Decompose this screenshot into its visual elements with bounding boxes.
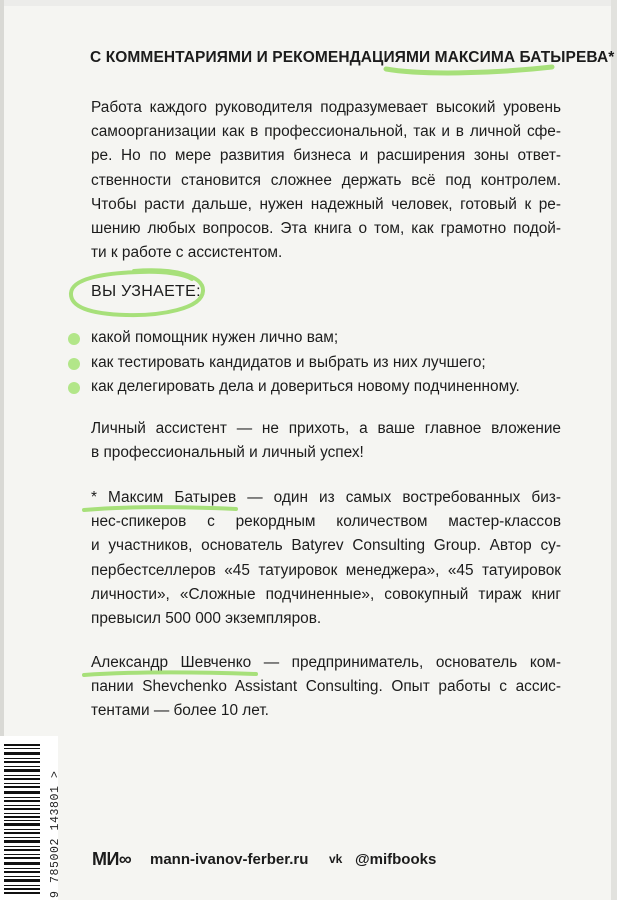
isbn-text: 9 785002 143801 > bbox=[49, 770, 62, 898]
publisher-website[interactable]: mann-ivanov-ferber.ru bbox=[150, 851, 309, 868]
intro-line: ственности становится сложнее держать всё под контролем. bbox=[91, 171, 561, 189]
shevchenko-bio bbox=[91, 651, 561, 724]
intro-line: Работа каждого руководителя подразумевает высокий уровень bbox=[91, 99, 561, 116]
intro-line: шению любых вопросов. Эта книга о том, как грамотно подой- bbox=[91, 220, 561, 238]
cover-heading bbox=[90, 49, 614, 67]
intro-line: ти к работе с ассистентом. bbox=[91, 244, 283, 262]
list-item-text: как тестировать кандидатов и выбрать из них лучшего; bbox=[91, 353, 486, 371]
publisher-logo: МИ∞ bbox=[92, 849, 132, 869]
list-item bbox=[64, 375, 584, 400]
social-handle[interactable]: @mifbooks bbox=[355, 851, 437, 868]
batyrev-bio bbox=[91, 486, 561, 631]
bio-line: * Максим Батырев — один из самых востребованных биз- bbox=[91, 489, 561, 506]
barcode-bars-icon bbox=[0, 736, 46, 900]
intro-line: самоорганизации как в профессиональной, так и в личной сфе- bbox=[91, 123, 561, 141]
intro-paragraph bbox=[91, 96, 561, 265]
you-learn-block bbox=[64, 265, 214, 321]
list-item-text: как делегировать дела и довериться новому подчиненному. bbox=[91, 378, 520, 395]
bio-line: превысил 500 000 экземпляров. bbox=[91, 610, 322, 628]
personal-paragraph bbox=[91, 417, 561, 465]
page-top-edge bbox=[0, 0, 617, 6]
list-item-text: какой помощник нужен лично вам; bbox=[91, 329, 339, 346]
heading-part-2: И МАКСИМА БАТЫРЕВА* bbox=[418, 49, 615, 66]
vk-icon[interactable]: vk bbox=[329, 852, 343, 866]
page-right-edge bbox=[611, 0, 617, 900]
bio-line: Александр Шевченко — предприниматель, основатель ком- bbox=[91, 654, 561, 671]
bullet-dot-icon bbox=[68, 333, 80, 345]
bio-line: личности», «Сложные подчиненные», совокупный тираж книг bbox=[91, 585, 561, 603]
personal-line: в профессиональный и личный успех! bbox=[91, 444, 364, 462]
intro-line: Чтобы расти дальше, нужен надежный человек, готовый к ре- bbox=[91, 195, 561, 213]
intro-line: ре. Но по мере развития бизнеса и расширения зоны ответ- bbox=[91, 147, 561, 165]
bio-line: тентами — более 10 лет. bbox=[91, 702, 269, 720]
benefits-list bbox=[64, 326, 584, 400]
list-item bbox=[64, 326, 584, 351]
personal-line: Личный ассистент — не прихоть, а ваше главное вложение bbox=[91, 420, 561, 437]
bio-line: пании Shevchenko Assistant Consulting. Опыт работы с ассис- bbox=[91, 678, 561, 696]
you-learn-label: ВЫ УЗНАЕТЕ: bbox=[91, 283, 201, 300]
bio-line: пербестселлеров «45 татуировок менеджера», «45 татуировок bbox=[91, 561, 561, 579]
bio-line: и участников, основатель Batyrev Consulting Group. Автор су- bbox=[91, 537, 561, 555]
isbn-number bbox=[49, 742, 63, 898]
bio-line: нес-спикеров с рекордным количеством мастер-классов bbox=[91, 513, 561, 531]
bullet-dot-icon bbox=[68, 358, 80, 370]
bullet-dot-icon bbox=[68, 382, 80, 394]
heading-part-1: С КОММЕНТАРИЯМИ И РЕКОМЕНДАЦИЯМ bbox=[90, 49, 419, 66]
list-item bbox=[64, 351, 584, 376]
